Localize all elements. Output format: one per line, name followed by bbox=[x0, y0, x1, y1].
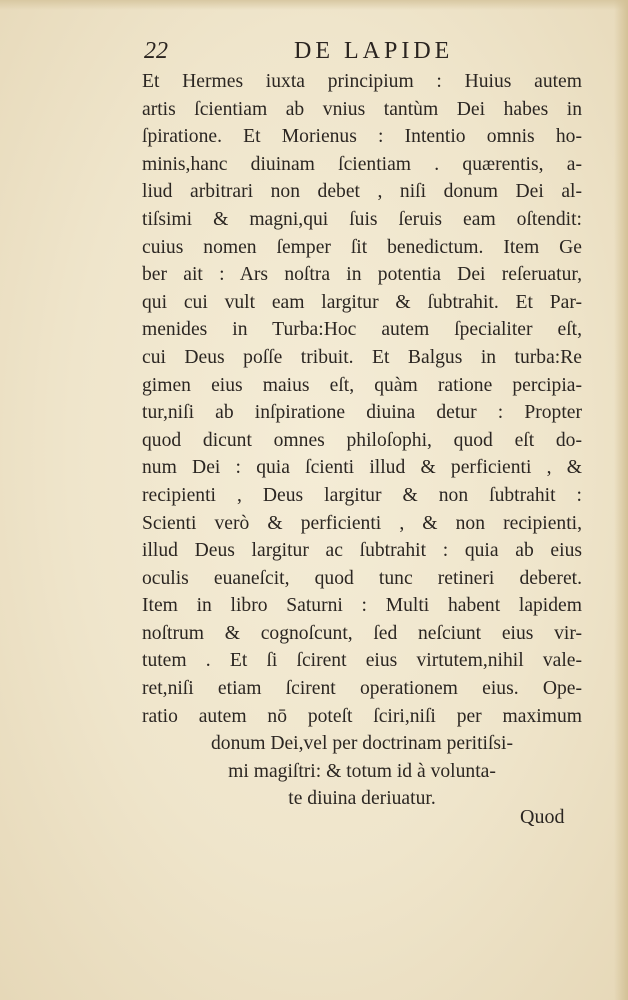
page-number: 22 bbox=[144, 38, 168, 64]
text-line: noſtrum & cognoſcunt, ſed neſciunt eius vir- bbox=[142, 622, 582, 644]
text-line: donum Dei,vel per doctrinam peritiſsi- bbox=[211, 733, 513, 755]
text-line: tur,niſi ab inſpiratione diuina detur : Propter bbox=[142, 402, 582, 424]
text-line: num Dei : quia ſcienti illud & perficienti , & bbox=[142, 457, 582, 479]
text-line: ret,niſi etiam ſcirent operationem eius. Ope- bbox=[142, 678, 582, 700]
page-top-shadow bbox=[0, 0, 628, 10]
text-line: ber ait : Ars noſtra in potentia Dei reſeruatur, bbox=[142, 264, 582, 286]
catchword: Quod bbox=[520, 806, 565, 828]
text-line: Et Hermes iuxta principium : Huius autem bbox=[142, 71, 582, 92]
text-line: mi magiſtri: & totum id à volunta- bbox=[228, 760, 496, 782]
text-line: ſpiratione. Et Morienus : Intentio omnis ho- bbox=[142, 126, 582, 148]
page-header bbox=[144, 38, 484, 68]
text-line: qui cui vult eam largitur & ſubtrahit. Et Par- bbox=[142, 291, 582, 313]
text-line: tiſsimi & magni,qui ſuis ſeruis eam oſtendit: bbox=[142, 208, 582, 230]
text-line: menides in Turba:Hoc autem ſpecialiter eſt, bbox=[142, 319, 582, 341]
text-line: Item in libro Saturni : Multi habent lapidem bbox=[142, 595, 582, 617]
text-line: tutem . Et ſi ſcirent eius virtutem,nihil vale- bbox=[142, 650, 582, 672]
text-line: cui Deus poſſe tribuit. Et Balgus in turba:Re bbox=[142, 346, 582, 368]
text-line: minis,hanc diuinam ſcientiam . quærentis, a- bbox=[142, 153, 582, 175]
text-line: illud Deus largitur ac ſubtrahit : quia ab eius bbox=[142, 540, 582, 562]
text-line: Scienti verò & perficienti , & non recipienti, bbox=[142, 512, 582, 534]
text-line: recipienti , Deus largitur & non ſubtrahit : bbox=[142, 484, 582, 506]
page-right-shadow bbox=[614, 0, 628, 1000]
running-head: DE LAPIDE bbox=[294, 38, 454, 64]
text-line: oculis euaneſcit, quod tunc retineri deberet. bbox=[142, 567, 582, 589]
text-line: ratio autem nō poteſt ſciri,niſi per maximum bbox=[142, 705, 582, 727]
body-text bbox=[142, 68, 582, 813]
text-line: quod dicunt omnes philoſophi, quod eſt do- bbox=[142, 429, 582, 451]
text-line: gimen eius maius eſt, quàm ratione percipia- bbox=[142, 374, 582, 396]
text-line: te diuina deriuatur. bbox=[288, 788, 436, 810]
text-line: artis ſcientiam ab vnius tantùm Dei habes in bbox=[142, 98, 582, 120]
text-line: cuius nomen ſemper ſit benedictum. Item Ge bbox=[142, 236, 582, 258]
text-line: liud arbitrari non debet , niſi donum Dei al- bbox=[142, 181, 582, 203]
